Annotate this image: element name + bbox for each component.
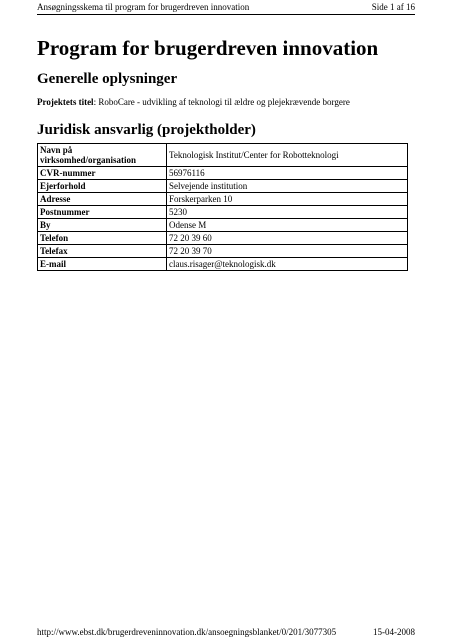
table-row [38, 232, 408, 245]
row-label: CVR-nummer [38, 167, 167, 180]
row-label: Ejerforhold [38, 180, 167, 193]
row-value: Forskerparken 10 [167, 193, 408, 206]
header-document-title: Ansøgningsskema til program for brugerdreven innovation [37, 2, 250, 12]
row-value: Selvejende institution [167, 180, 408, 193]
project-title-label: Projektets titel [37, 97, 94, 107]
row-label: Telefon [38, 232, 167, 245]
table-row [38, 193, 408, 206]
legal-info-table [37, 143, 408, 271]
row-value: 5230 [167, 206, 408, 219]
table-row [38, 245, 408, 258]
row-value: 72 20 39 60 [167, 232, 408, 245]
footer-date: 15-04-2008 [373, 627, 415, 637]
row-label: Telefax [38, 245, 167, 258]
row-label: Postnummer [38, 206, 167, 219]
project-title-line [37, 97, 350, 108]
header-divider [37, 14, 415, 15]
row-value: 72 20 39 70 [167, 245, 408, 258]
page-header [37, 2, 415, 13]
section-heading-legal: Juridisk ansvarlig (projektholder) [37, 122, 256, 138]
row-label: Navn på virksomhed/organisation [38, 144, 167, 167]
table-row [38, 167, 408, 180]
row-value: claus.risager@teknologisk.dk [167, 258, 408, 271]
section-heading-general: Generelle oplysninger [37, 71, 178, 87]
row-label: By [38, 219, 167, 232]
row-label: Adresse [38, 193, 167, 206]
row-value: 56976116 [167, 167, 408, 180]
project-title-value: : RoboCare - udvikling af teknologi til ældre og plejekrævende borgere [93, 97, 350, 107]
table-row [38, 258, 408, 271]
page-title: Program for brugerdreven innovation [37, 36, 379, 60]
page-footer [37, 627, 415, 638]
table-row [38, 144, 408, 167]
table-row [38, 219, 408, 232]
row-label: E-mail [38, 258, 167, 271]
row-value: Odense M [167, 219, 408, 232]
footer-url: http://www.ebst.dk/brugerdreveninnovation.dk/ansoegningsblanket/0/201/3077305 [37, 627, 337, 637]
table-row [38, 206, 408, 219]
header-page-number: Side 1 af 16 [371, 2, 415, 12]
row-value: Teknologisk Institut/Center for Robotteknologi [167, 144, 408, 167]
table-row [38, 180, 408, 193]
